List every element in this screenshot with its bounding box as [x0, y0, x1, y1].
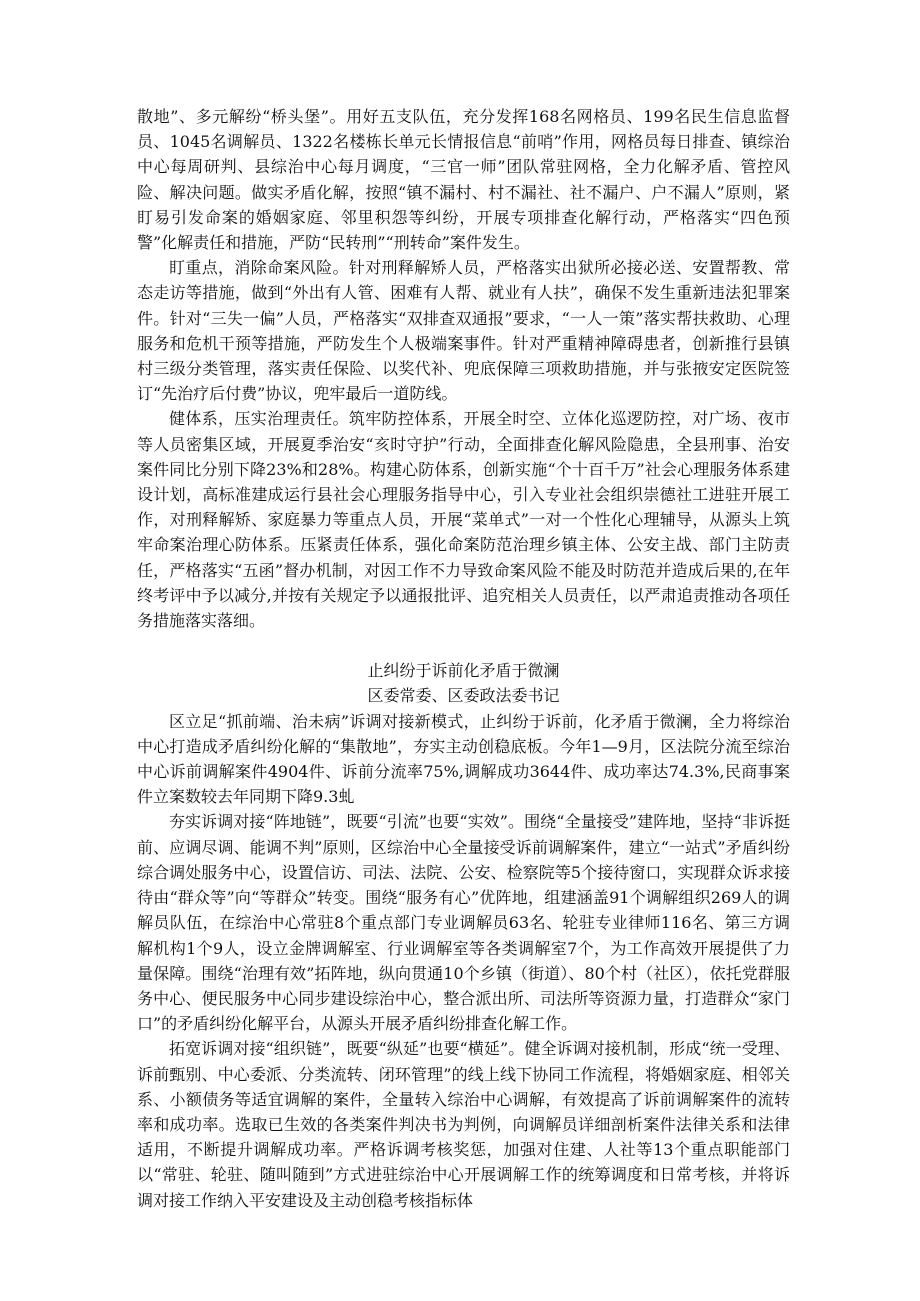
- article-title: 止纠纷于诉前化矛盾于微澜: [367, 661, 560, 681]
- body-paragraph: 夯实诉调对接“阵地链”，既要“引流”也要“实效”。围绕“全量接受”建阵地，坚持“非诉挺前、应调尽调、能调不判”原则，区综治中心全量接受诉前调解案件，建立“一站式”矛盾纠纷综合调处服务中心，设置信访、司法、法院、公安、检察院等5个接待窗口，实现群众诉求接待由“群众等”向“等群众”转变。围绕“服务有心”优阵地，组建涵盖91个调解组织269人的调解员队伍，在综治中心常驻8个重点部门专业调解员63名、轮驻专业律师116名、第三方调解机构1个9人，设立金牌调解室、行业调解室等各类调解室7个，为工作高效开展提供了力量保障。围绕“治理有效”拓阵地，纵向贯通10个乡镇（街道）、80个村（社区），依托党群服务中心、便民服务中心同步建设综治中心，整合派出所、司法所等资源力量，打造群众“家门口”的矛盾纠纷化解平台，从源头开展矛盾纠纷排查化解工作。: [137, 812, 790, 1034]
- section-spacer: [137, 633, 790, 658]
- body-paragraph: 散地”、多元解纷“桥头堡”。用好五支队伍，充分发挥168名网格员、199名民生信息监督员、1045名调解员、1322名楼栋长单元长情报信息“前哨”作用，网格员每日排查、镇综治中心每周研判、县综治中心每月调度，“三官一师”团队常驻网格，全力化解矛盾、管控风险、解决问题。做实矛盾化解，按照“镇不漏村、村不漏社、社不漏户、户不漏人”原则，紧盯易引发命案的婚姻家庭、邻里积怨等纠纷，开展专项排查化解行动，严格落实“四色预警”化解责任和措施，严防“民转刑”“刑转命”案件发生。: [137, 107, 790, 253]
- article-byline: 区委常委、区委政法委书记: [367, 686, 560, 706]
- body-paragraph: 盯重点，消除命案风险。针对刑释解矫人员，严格落实出狱所必接必送、安置帮教、常态走访等措施，做到“外出有人管、困难有人帮、就业有人扶”，确保不发生重新违法犯罪案件。针对“三失一偏”人员，严格落实“双排查双通报”要求，“一人一策”落实帮扶救助、心理服务和危机干预等措施，严防发生个人极端案事件。针对严重精神障碍患者，创新推行县镇村三级分类管理，落实责任保险、以奖代补、兜底保障三项救助措施，并与张掖安定医院签订“先治疗后付费”协议，兜牢最后一道防线。: [137, 258, 790, 404]
- body-paragraph: 拓宽诉调对接“组织链”，既要“纵延”也要“横延”。健全诉调对接机制，形成“统一受理、诉前甄别、中心委派、分类流转、闭环管理”的线上线下协同工作流程，将婚姻家庭、相邻关系、小额债务等适宜调解的案件，全量转入综治中心调解，有效提高了诉前调解案件的流转率和成功率。选取已生效的各类案件判决书为判例，向调解员详细剖析案件法律关系和法律适用，不断提升调解成功率。严格诉调考核奖惩，加强对住建、人社等13个重点职能部门以“常驻、轮驻、随叫随到”方式进驻综治中心开展调解工作的统筹调度和日常考核，并将诉调对接工作纳入平安建设及主动创稳考核指标体: [137, 1039, 790, 1210]
- body-paragraph: 健体系，压实治理责任。筑牢防控体系，开展全时空、立体化巡逻防控，对广场、夜市等人员密集区域，开展夏季治安“亥时守护”行动，全面排查化解风险隐患，全县刑事、治安案件同比分别下降23%和28%。构建心防体系，创新实施“个十百千万”社会心理服务体系建设计划，高标准建成运行县社会心理服务指导中心，引入专业社会组织崇德社工进驻开展工作，对刑释解矫、家庭暴力等重点人员，开展“菜单式”一对一个性化心理辅导，从源头上筑牢命案治理心防体系。压紧责任体系，强化命案防范治理乡镇主体、公安主战、部门主防责任，严格落实“五函”督办机制，对因工作不力导致命案风险不能及时防范并造成后果的,在年终考评中予以减分,并按有关规定予以通报批评、追究相关人员责任，以严肃追责推动各项任务措施落实落细。: [137, 409, 790, 631]
- body-paragraph: 区立足“抓前端、治未病”诉调对接新模式，止纠纷于诉前，化矛盾于微澜，全力将综治中心打造成矛盾纠纷化解的“集散地”，夯实主动创稳底板。今年1—9月，区法院分流至综治中心诉前调解案件4904件、诉前分流率75%,调解成功3644件、成功率达74.3%,民商事案件立案数较去年同期下降9.3虬: [137, 711, 790, 807]
